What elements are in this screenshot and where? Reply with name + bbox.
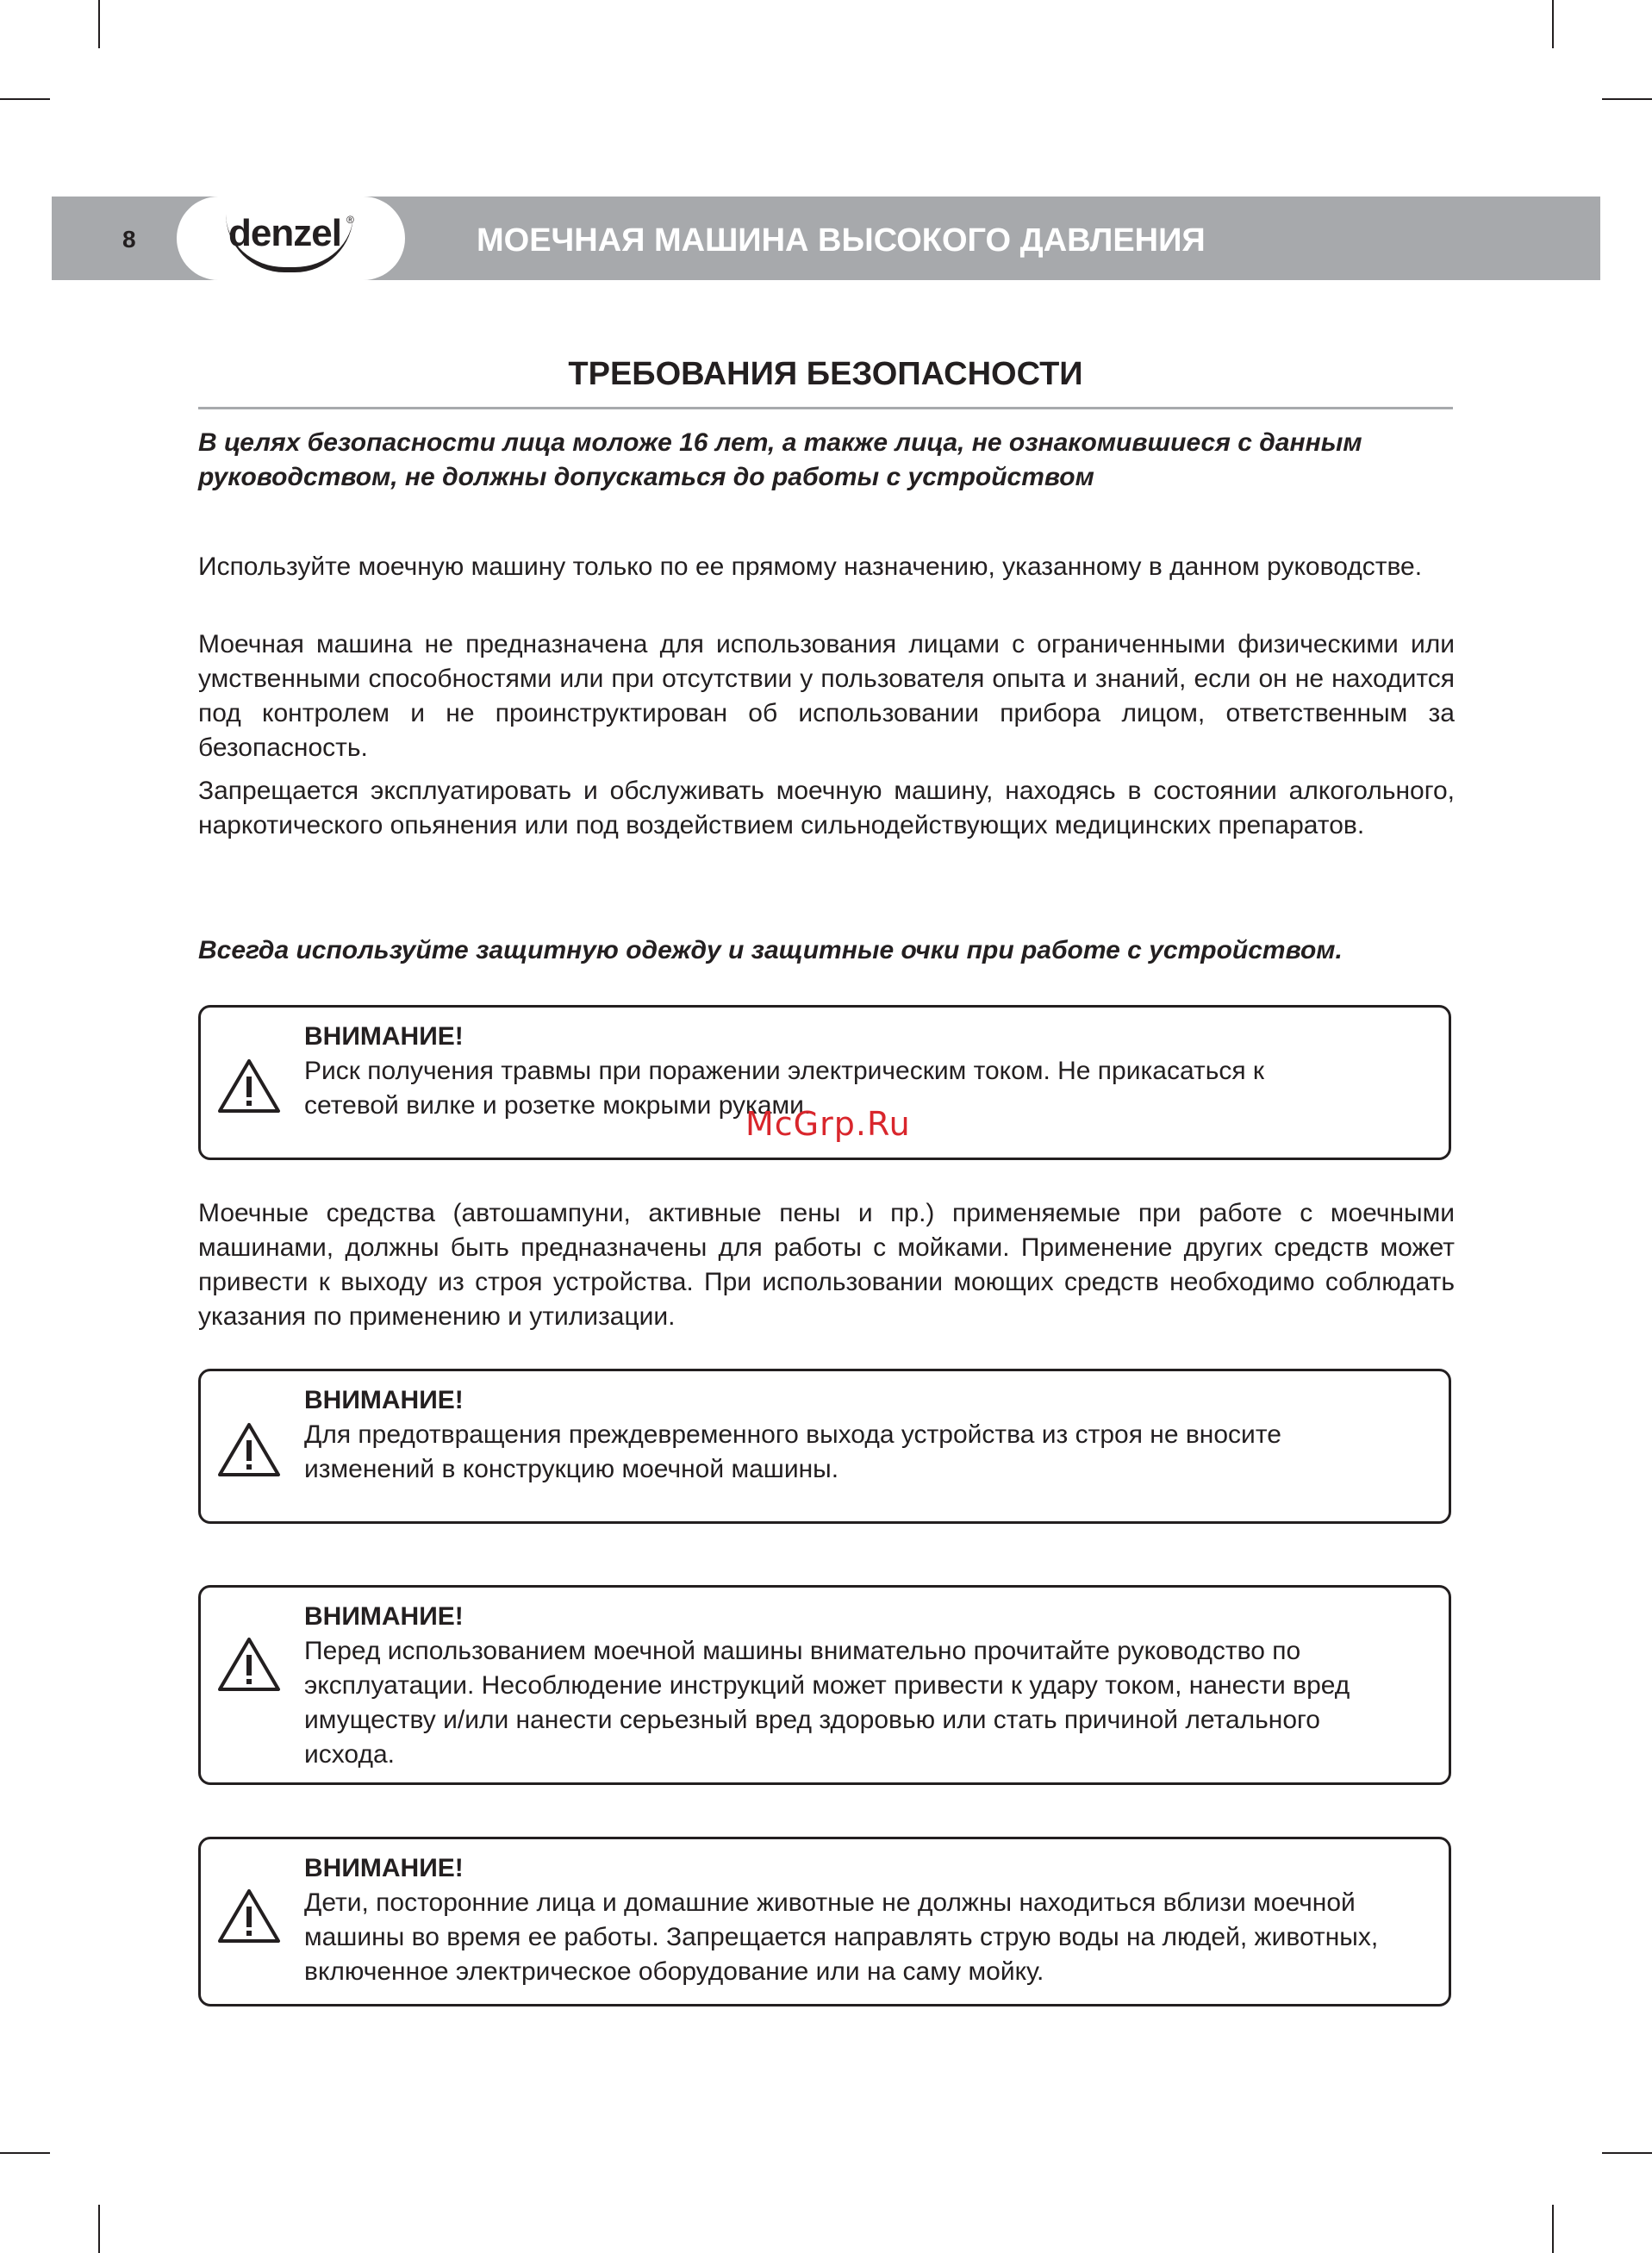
- paragraph-intoxication: Запрещается эксплуатировать и обслуживать моечную машину, находясь в состоянии алкогольного, наркотического опьянения или под воздействием сильнодействующих медицинских препаратов.: [198, 777, 1455, 839]
- warning-text: Дети, посторонние лица и домашние животные не должны находиться вблизи моечной машины во время ее работы. Запрещается направлять струю воды на людей, животных, включенное электрическое оборудование или на саму мойку.: [304, 1888, 1379, 1986]
- warning-box-bystanders: [198, 1837, 1451, 2006]
- warning-content: [304, 1383, 1414, 1487]
- crop-mark: [0, 98, 50, 100]
- warning-heading: ВНИМАНИЕ!: [304, 1022, 464, 1051]
- age-restriction-note: В целях безопасности лица моложе 16 лет, а также лица, не ознакомившиеся с данным руководством, не должны допускаться до работы с устройством: [198, 428, 1362, 491]
- warning-text: Для предотвращения преждевременного выхода устройства из строя не вносите изменений в конструкцию моечной машины.: [304, 1420, 1281, 1483]
- crop-mark: [98, 2205, 100, 2253]
- page-number: 8: [122, 226, 136, 253]
- warning-content: [304, 1851, 1414, 1989]
- warning-triangle-icon: [216, 1421, 282, 1478]
- warning-text: Перед использованием моечной машины внимательно прочитайте руководство по эксплуатации. Несоблюдение инструкций может привести к удару током, нанести вред имуществу и/или нанести серьезный вред здоровью или стать причиной летального исхода.: [304, 1637, 1350, 1769]
- paragraph-purpose: Используйте моечную машину только по ее прямому назначению, указанному в данном руководстве.: [198, 552, 1423, 581]
- warning-heading: ВНИМАНИЕ!: [304, 1854, 464, 1882]
- warning-box-manual: [198, 1585, 1451, 1785]
- watermark: McGrp.Ru: [745, 1105, 911, 1143]
- warning-heading: ВНИМАНИЕ!: [304, 1602, 464, 1631]
- crop-mark: [0, 2152, 50, 2154]
- crop-mark: [1602, 98, 1652, 100]
- warning-triangle-icon: [216, 1636, 282, 1693]
- warning-text: Риск получения травмы при поражении электрическим током. Не прикасаться к сетевой вилке и розетке мокрыми руками.: [304, 1057, 1265, 1120]
- crop-mark: [1552, 0, 1554, 48]
- crop-mark: [1602, 2152, 1652, 2154]
- warning-content: [304, 1600, 1414, 1772]
- protective-gear-note: Всегда используйте защитную одежду и защитные очки при работе с устройством.: [198, 936, 1343, 964]
- paragraph-detergents: Моечные средства (автошампуни, активные пены и пр.) применяемые при работе с моечными машинами, должны быть предназначены для работы с мойками. Применение других средств может привести к выходу из строя устройства. При использовании моющих средств необходимо соблюдать указания по применению и утилизации.: [198, 1199, 1455, 1331]
- section-title: ТРЕБОВАНИЯ БЕЗОПАСНОСТИ: [568, 356, 1083, 392]
- warning-triangle-icon: [216, 1888, 282, 1944]
- warning-box-modification: [198, 1369, 1451, 1524]
- crop-mark: [98, 0, 100, 48]
- crop-mark: [1552, 2205, 1554, 2253]
- title-divider: [198, 407, 1453, 409]
- paragraph-capabilities: Моечная машина не предназначена для использования лицами с ограниченными физическими или умственными способностями или при отсутствии у пользователя опыта и знаний, если он не находится под контролем и не проинструктирован об использовании прибора лицом, ответственным за безопасность.: [198, 630, 1455, 762]
- registered-mark: ®: [346, 214, 354, 226]
- header-title: МОЕЧНАЯ МАШИНА ВЫСОКОГО ДАВЛЕНИЯ: [477, 222, 1206, 259]
- brand-logo: denzel: [228, 212, 341, 254]
- warning-heading: ВНИМАНИЕ!: [304, 1386, 464, 1414]
- warning-triangle-icon: [216, 1058, 282, 1114]
